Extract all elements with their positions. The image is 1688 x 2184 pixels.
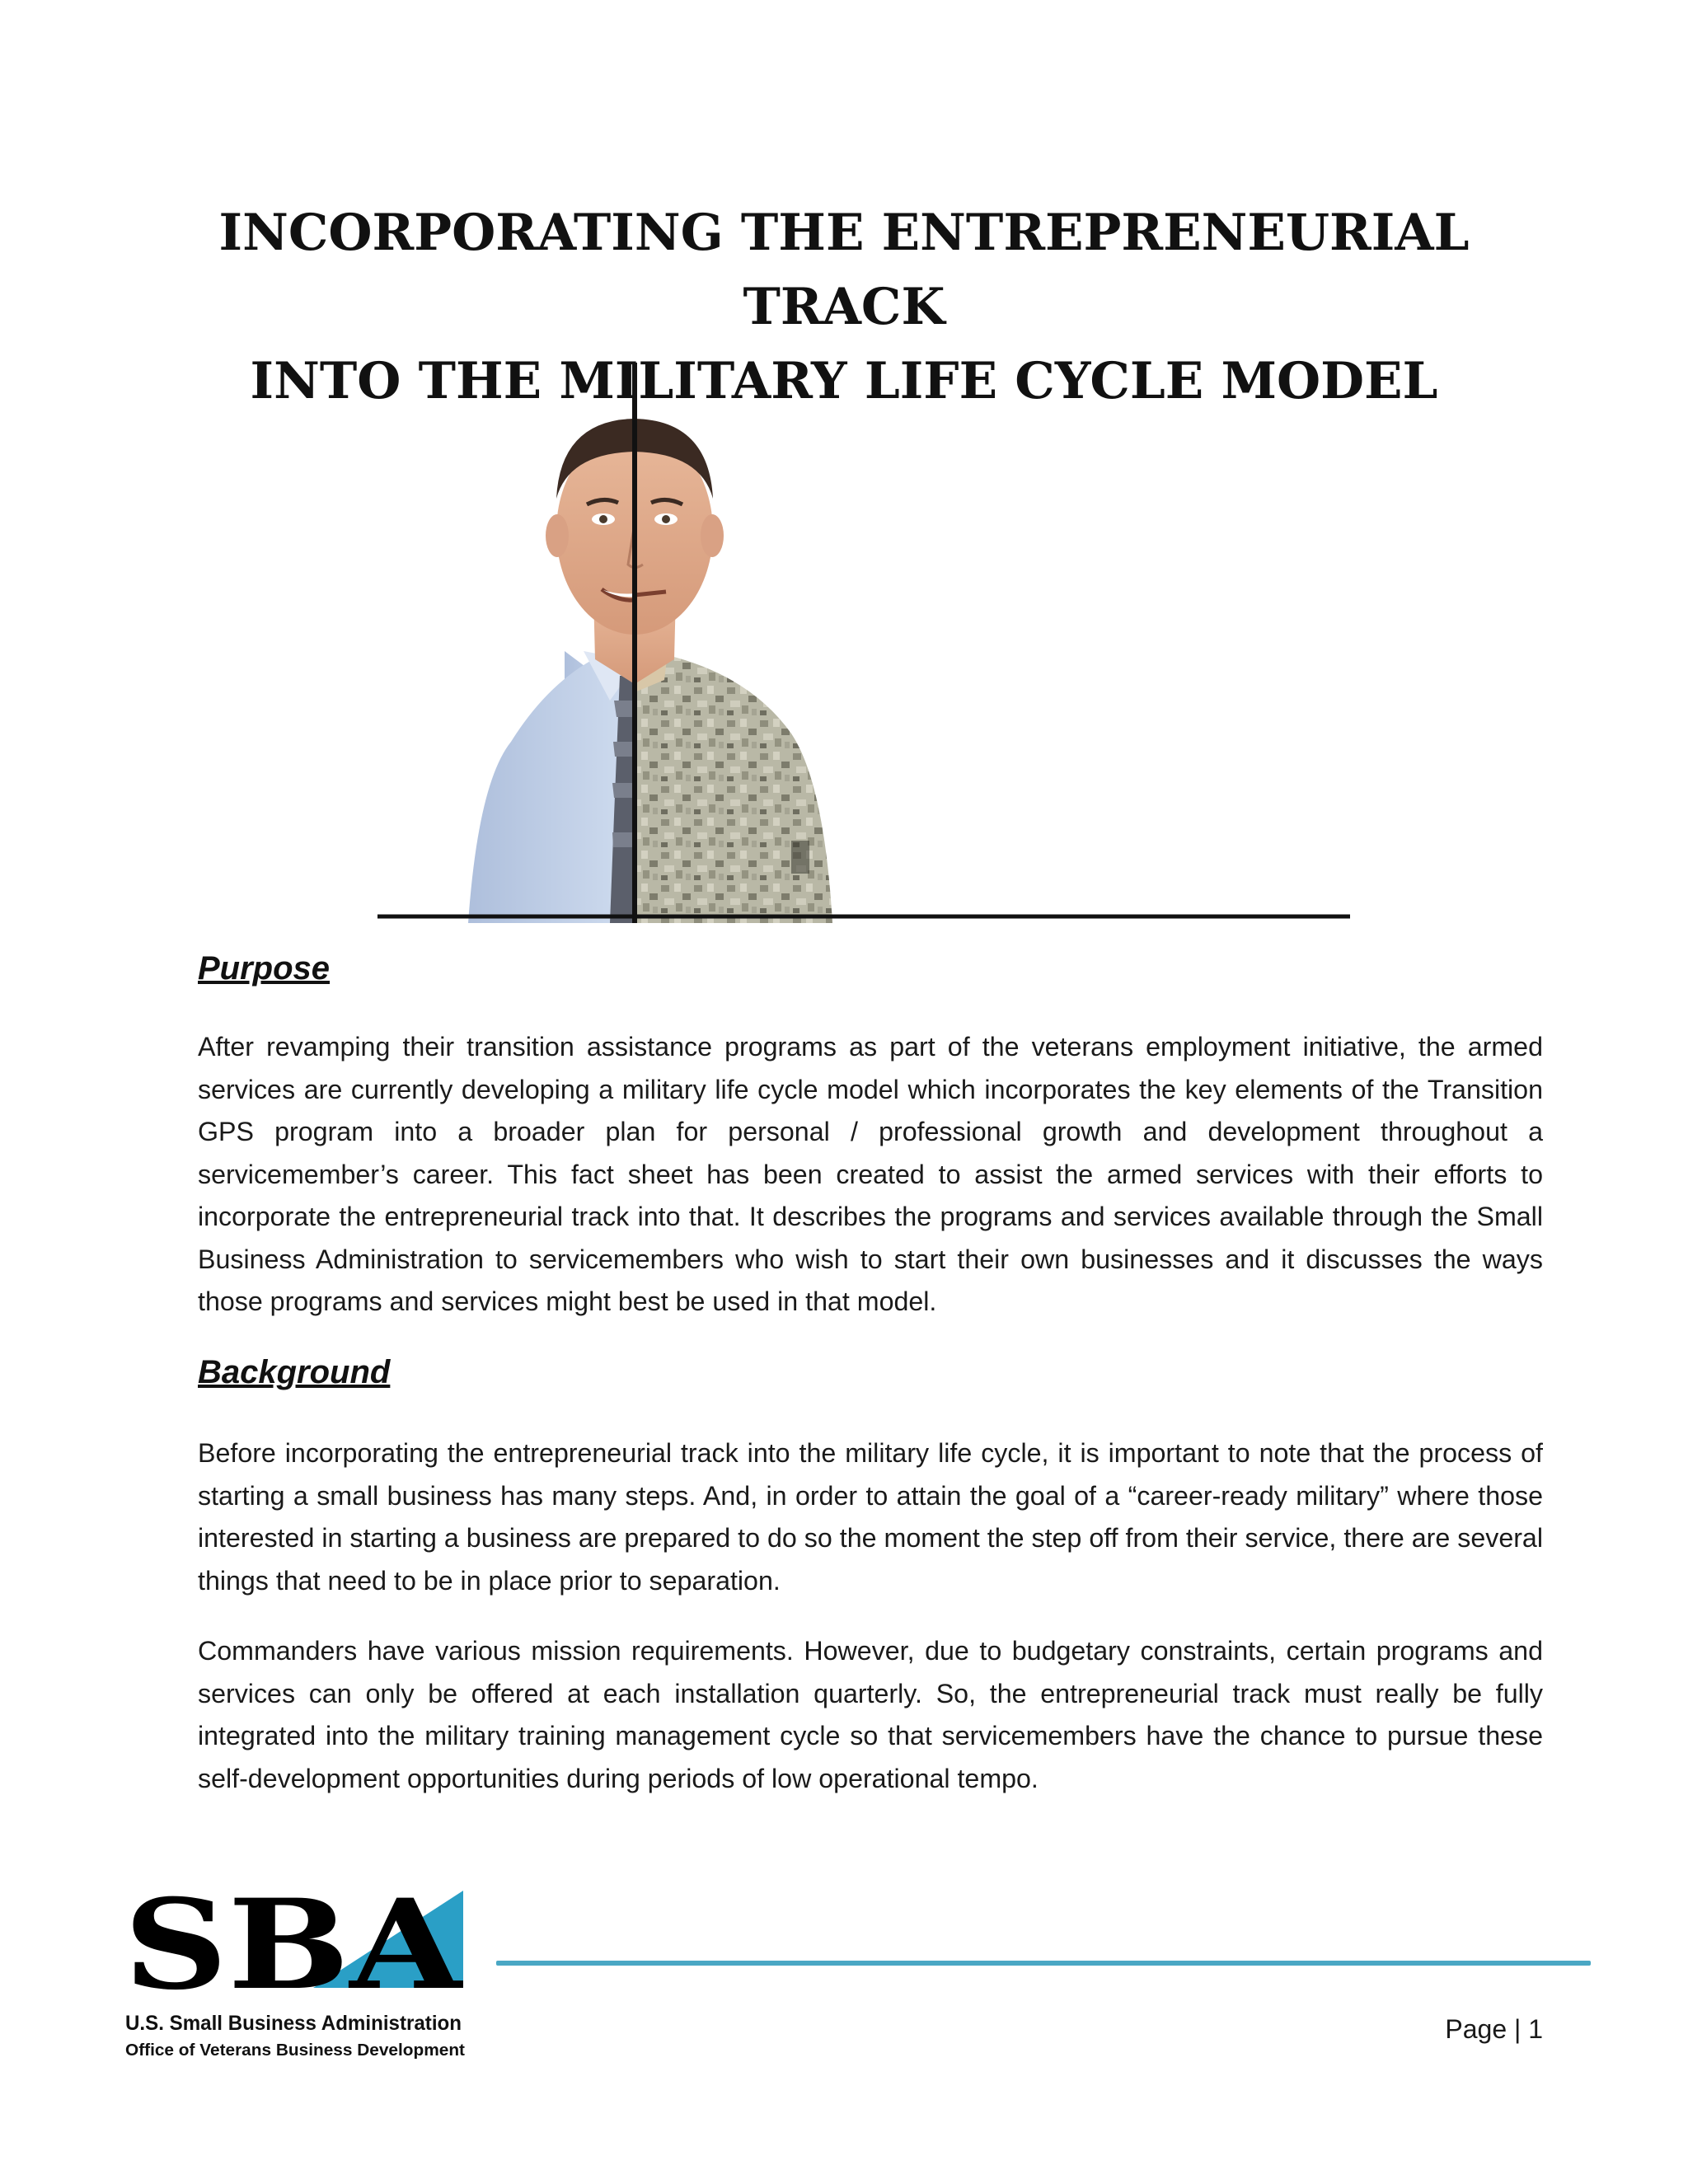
section-heading-background: Background bbox=[198, 1354, 391, 1390]
background-paragraph-1: Before incorporating the entrepreneurial track into the military life cycle, it is important to note that the process of starting a small business has many steps. And, in order to attain the goal of a “career-ready military” where those interested in starting a business are prepared to do so the moment the step off from their service, there are several things that need to be in place prior to separation. bbox=[198, 1438, 1543, 1596]
background-paragraph-2: Commanders have various mission requirements. However, due to budgetary constraints, certain programs and services can only be offered at each installation quarterly. So, the entrepreneurial track must really be fully integrated into the military training management cycle so that servicemembers have the chance to pursue these self-development opportunities during periods of low operational tempo. bbox=[198, 1636, 1543, 1793]
footer-divider bbox=[496, 1961, 1591, 1966]
sba-logo bbox=[124, 1887, 470, 2077]
org-name: U.S. Small Business Administration bbox=[125, 2012, 462, 2035]
sba-logo-icon bbox=[124, 1887, 470, 2077]
half-civilian-half-soldier-portrait-icon bbox=[363, 354, 1368, 931]
title-line-1: INCORPORATING THE ENTREPRENEURIAL TRACK bbox=[218, 204, 1470, 336]
title-line-2: INTO THE MILITARY LIFE CYCLE MODEL bbox=[250, 352, 1438, 410]
page-number: Page | 1 bbox=[1445, 2014, 1543, 2044]
section-heading-purpose: Purpose bbox=[198, 950, 331, 987]
logo-text: SBA bbox=[124, 1887, 465, 2018]
purpose-paragraph: After revamping their transition assistance programs as part of the veterans employment initiative, the armed services are currently developing a military life cycle model which incorporates the key elements of the Transition GPS program into a broader plan for personal / professional growth and development throughout a servicemember’s career. This fact sheet has been created to assist the armed services with their efforts to incorporate the entrepreneurial track into that. It describes the programs and services available through the Small Business Administration to servicemembers who wish to start their own businesses and it discusses the ways those programs and services might best be used in that model. bbox=[198, 1032, 1543, 1316]
hero-portrait-image bbox=[363, 354, 1368, 931]
office-name: Office of Veterans Business Development bbox=[125, 2041, 466, 2060]
